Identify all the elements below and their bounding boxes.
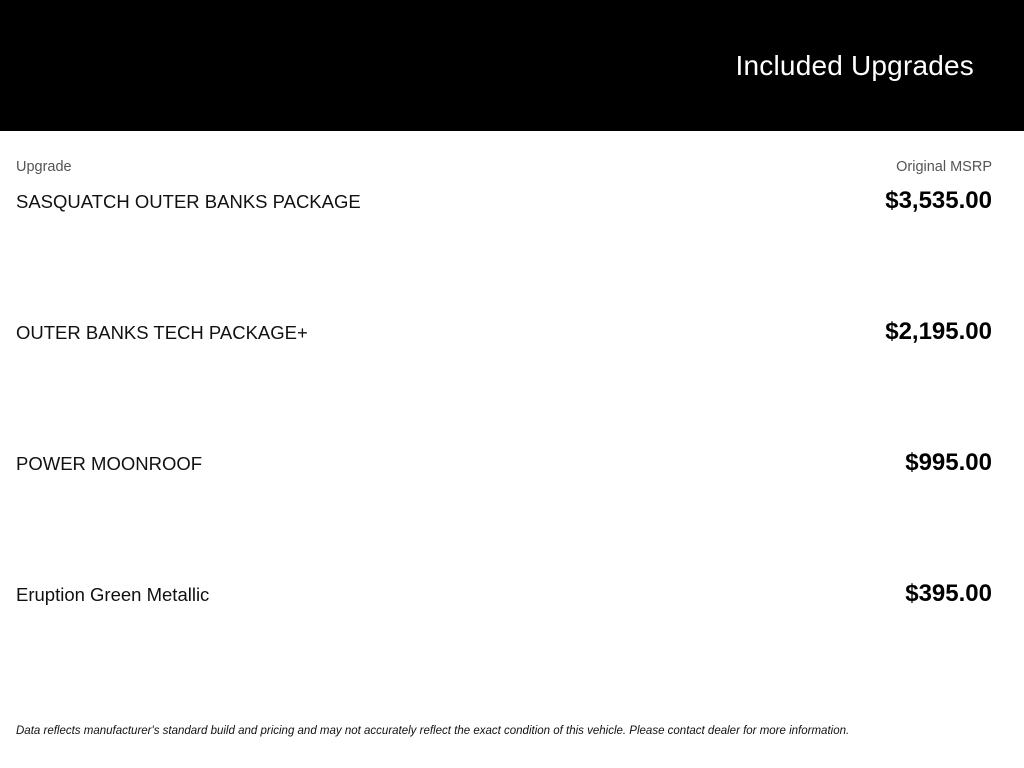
upgrade-name: Eruption Green Metallic	[16, 584, 210, 605]
table-row	[16, 582, 992, 713]
page-title: Included Upgrades	[735, 49, 974, 81]
upgrades-content	[0, 131, 1024, 739]
column-header-upgrade: Upgrade	[16, 159, 72, 175]
upgrades-table	[16, 189, 992, 713]
table-row	[16, 320, 992, 451]
upgrade-price: $395.00	[905, 580, 992, 607]
upgrade-price: $2,195.00	[885, 318, 992, 345]
upgrade-price: $3,535.00	[885, 187, 992, 214]
table-column-headers	[16, 131, 992, 175]
table-row	[16, 451, 992, 582]
upgrade-name: OUTER BANKS TECH PACKAGE+	[16, 322, 308, 343]
upgrade-name: SASQUATCH OUTER BANKS PACKAGE	[16, 191, 361, 212]
page-header	[0, 0, 1024, 131]
upgrade-name: POWER MOONROOF	[16, 453, 203, 474]
table-row	[16, 189, 992, 320]
upgrade-price: $995.00	[905, 449, 992, 476]
column-header-msrp: Original MSRP	[896, 159, 992, 175]
disclaimer-text: Data reflects manufacturer's standard build and pricing and may not accurately reflect the exact condition of this vehicle. Please contact dealer for more information.	[16, 725, 850, 737]
